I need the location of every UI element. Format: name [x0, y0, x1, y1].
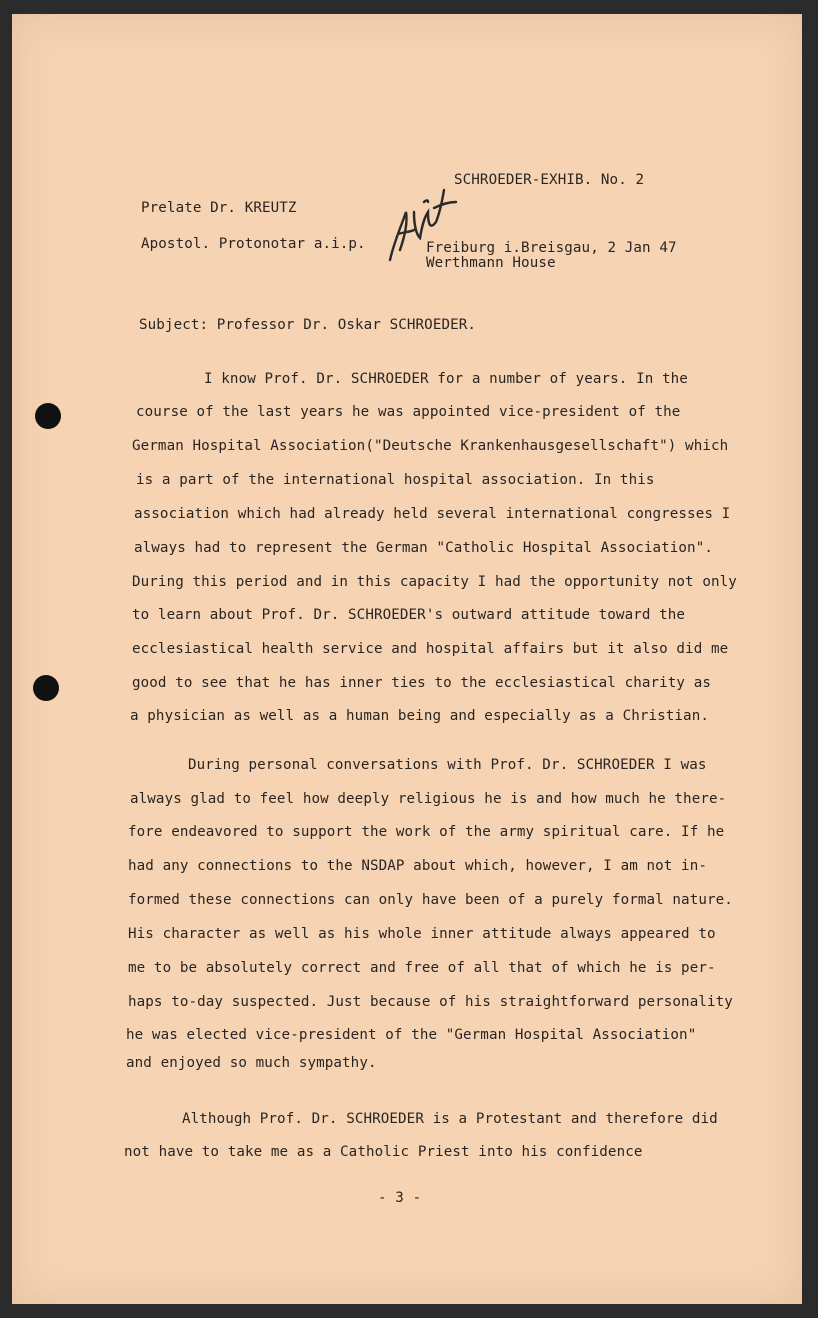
text-line: he was elected vice-president of the "German Hospital Association": [126, 1027, 697, 1043]
sender-name: Prelate Dr. KREUTZ: [141, 200, 297, 216]
subject-line: Subject: Professor Dr. Oskar SCHROEDER.: [139, 317, 477, 333]
text-line: course of the last years he was appointed vice-president of the: [136, 404, 681, 420]
text-line: formed these connections can only have been of a purely formal nature.: [128, 892, 733, 908]
exhibit-number: SCHROEDER-EXHIB. No. 2: [454, 172, 645, 188]
text-line: German Hospital Association("Deutsche Krankenhausgesellschaft") which: [132, 438, 729, 454]
text-line: His character as well as his whole inner attitude always appeared to: [128, 926, 716, 942]
sender-title: Apostol. Protonotar a.i.p.: [141, 236, 366, 252]
page-number: - 3 -: [378, 1190, 422, 1206]
text-line: and enjoyed so much sympathy.: [126, 1055, 377, 1071]
text-line: to learn about Prof. Dr. SCHROEDER's outward attitude toward the: [132, 607, 686, 623]
punch-hole-bottom: [33, 675, 59, 701]
text-line: haps to-day suspected. Just because of his straightforward personality: [128, 994, 733, 1010]
text-line: association which had already held several international congresses I: [134, 506, 731, 522]
text-line: is a part of the international hospital association. In this: [136, 472, 655, 488]
text-line: fore endeavored to support the work of the army spiritual care. If he: [128, 824, 725, 840]
punch-hole-top: [35, 403, 61, 429]
text-line: ecclesiastical health service and hospital affairs but it also did me: [132, 641, 729, 657]
text-line: had any connections to the NSDAP about which, however, I am not in-: [128, 858, 707, 874]
text-line: not have to take me as a Catholic Priest into his confidence: [124, 1144, 643, 1160]
text-line: During personal conversations with Prof. Dr. SCHROEDER I was: [188, 757, 707, 773]
text-line: a physician as well as a human being and especially as a Christian.: [130, 708, 709, 724]
text-line: Although Prof. Dr. SCHROEDER is a Protestant and therefore did: [182, 1111, 718, 1127]
text-line: good to see that he has inner ties to the ecclesiastical charity as: [132, 675, 711, 691]
text-line: always glad to feel how deeply religious he is and how much he there-: [130, 791, 727, 807]
text-line: me to be absolutely correct and free of all that of which he is per-: [128, 960, 716, 976]
text-line: During this period and in this capacity I had the opportunity not only: [132, 574, 737, 590]
document-page: [12, 14, 802, 1304]
text-line: I know Prof. Dr. SCHROEDER for a number of years. In the: [204, 371, 688, 387]
place-date: Freiburg i.Breisgau, 2 Jan 47: [426, 240, 677, 256]
text-line: always had to represent the German "Catholic Hospital Association".: [134, 540, 713, 556]
place-address: Werthmann House: [426, 255, 556, 271]
